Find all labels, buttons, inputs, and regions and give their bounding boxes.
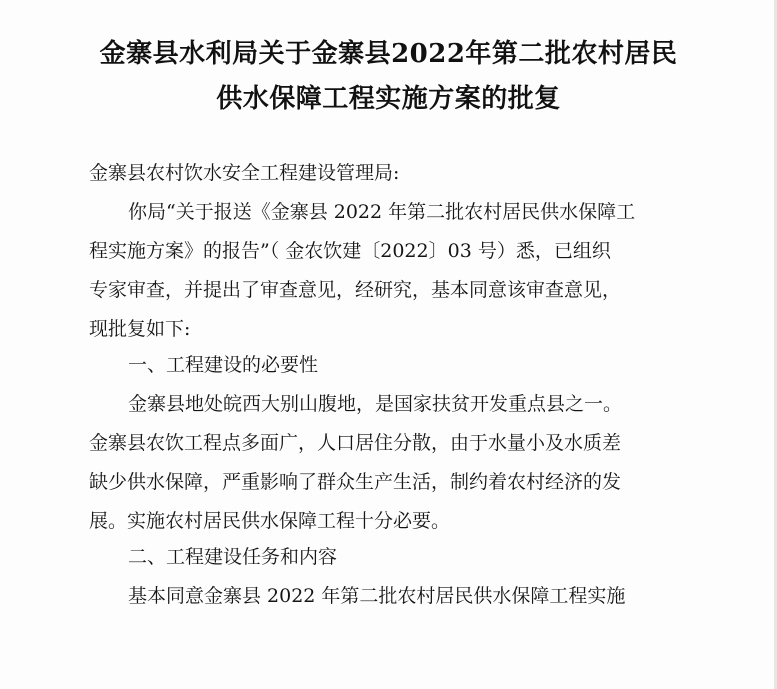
section-1-heading: 一、工程建设的必要性 (128, 354, 319, 376)
section-1-line-2: 金寨县农饮工程点多面广，人口居住分散，由于水量小及水质差 (89, 432, 622, 454)
intro-line-4: 现批复如下: (89, 318, 191, 340)
addressee: 金寨县农村饮水安全工程建设管理局: (89, 162, 400, 184)
section-1-line-1: 金寨县地处皖西大别山腹地，是国家扶贫开发重点县之一。 (128, 393, 623, 415)
section-1-line-3: 缺少供水保障，严重影响了群众生产生活，制约着农村经济的发 (89, 471, 622, 493)
section-2-line-1: 基本同意金寨县 2022 年第二批农村居民供水保障工程实施 (128, 585, 626, 607)
section-2-heading: 二、工程建设任务和内容 (128, 546, 338, 568)
intro-line-2: 程实施方案》的报告”（ 金农饮建〔2022〕03 号）悉，已组织 (89, 240, 611, 262)
document-title-line-2: 供水保障工程实施方案的批复 (216, 84, 561, 114)
section-1-line-4: 展。实施农村居民供水保障工程十分必要。 (89, 510, 451, 532)
intro-line-3: 专家审查，并提出了审查意见，经研究，基本同意该审查意见， (89, 279, 622, 301)
intro-line-1: 你局“关于报送《金寨县 2022 年第二批农村居民供水保障工 (128, 201, 636, 223)
document-title-line-1: 金寨县水利局关于金寨县2022年第二批农村居民 (99, 39, 678, 69)
